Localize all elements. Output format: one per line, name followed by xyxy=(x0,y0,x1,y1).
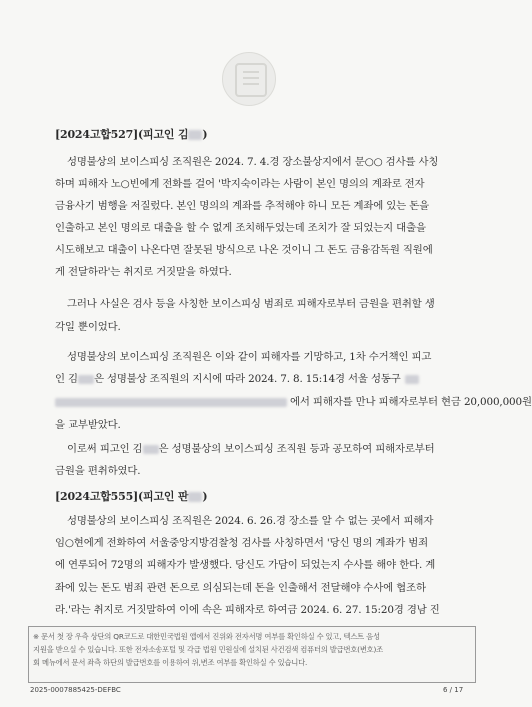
body-line xyxy=(55,370,419,385)
text-fragment: 은 성명불상 조직원의 지시에 따라 2024. 7. 8. 15:14경 서울 성동구 xyxy=(93,373,401,385)
notice-line: 회 메뉴에서 문서 좌측 하단의 발급번호를 이용하여 위,변조 여부를 확인하실 수 있습니다. xyxy=(33,658,308,667)
body-line: 각일 뿐이었다. xyxy=(55,321,121,333)
section-heading-2024-527 xyxy=(55,126,207,142)
text-fragment: 인 김 xyxy=(55,373,78,385)
body-line: 게 전달하라'는 취지로 거짓말을 하였다. xyxy=(55,266,232,278)
redacted-name xyxy=(78,375,94,384)
seal-emblem xyxy=(235,63,267,97)
heading-text: [2024고합527](피고인 김 xyxy=(55,128,189,141)
body-line xyxy=(55,393,532,408)
notice-line: 지원을 받으실 수 있습니다. 또한 전자소송포털 및 각급 법원 민원실에 설치된 사건검색 컴퓨터의 발급번호(변호)조 xyxy=(33,645,384,654)
notice-line: ※ 문서 첫 장 우측 상단의 QR코드로 대한민국법원 앱에서 진위와 전자서명 여부를 확인하실 수 있고, 텍스트 음성 xyxy=(33,632,380,641)
heading-close: ) xyxy=(202,490,208,503)
body-line: 인출하고 본인 명의로 대출을 할 수 없게 조치해두었는데 조치가 잘 되었는지 대출을 xyxy=(55,222,426,234)
redacted-address xyxy=(55,398,287,407)
page-number: 6 / 17 xyxy=(443,686,464,694)
body-line: 임○현에게 전화하여 서울중앙지방검찰청 검사를 사칭하면서 '당신 명의 계좌가 범죄 xyxy=(55,537,429,549)
body-line: 성명불상의 보이스피싱 조직원은 2024. 7. 4.경 장소불상지에서 문○○ 검사를 사칭 xyxy=(67,156,439,168)
body-line: 하며 피해자 노○빈에게 전화를 걸어 '박지숙이라는 사람이 본인 명의의 계좌로 전자 xyxy=(55,178,425,190)
redacted-name xyxy=(188,492,202,502)
body-line: 을 교부받았다. xyxy=(55,419,121,431)
body-line: 라.'라는 취지로 거짓말하여 이에 속은 피해자로 하여금 2024. 6. 27. 15:20경 경남 진 xyxy=(55,604,440,616)
text-fragment: 은 성명불상의 보이스피싱 조직원 등과 공모하여 피해자로부터 xyxy=(158,443,435,455)
text-fragment: 이로써 피고인 김 xyxy=(67,443,143,455)
heading-close: ) xyxy=(202,128,208,141)
issue-number: 2025-0007885425-DEFBC xyxy=(30,686,121,694)
body-line xyxy=(67,440,435,455)
section-heading-2024-555 xyxy=(55,488,207,504)
text-fragment: 에서 피해자를 만나 피해자로부터 현금 20,000,000원 xyxy=(290,396,532,408)
body-line: 그러나 사실은 검사 등을 사칭한 보이스피싱 범죄로 피해자로부터 금원을 편취할 생 xyxy=(67,298,435,310)
redacted-name xyxy=(188,130,202,140)
body-line: 에 연루되어 72명의 피해자가 발생했다. 당신도 가담이 되었는지 수사를 해야 한다. 계 xyxy=(55,559,436,571)
body-line: 금원을 편취하였다. xyxy=(55,465,141,477)
heading-text: [2024고합555](피고인 판 xyxy=(55,490,189,503)
body-line: 성명불상의 보이스피싱 조직원은 이와 같이 피해자를 기망하고, 1차 수거책인 피고 xyxy=(67,351,432,363)
court-seal-watermark xyxy=(222,52,276,106)
body-line: 금융사기 범행을 저질렀다. 본인 명의의 계좌를 추적해야 하니 모든 계좌에 있는 돈을 xyxy=(55,200,430,212)
body-line: 좌에 있는 돈도 범죄 관련 돈으로 의심되는데 돈을 인출해서 전달해야 수사에 협조하 xyxy=(55,582,426,594)
redacted-name xyxy=(143,445,159,454)
body-line: 성명불상의 보이스피싱 조직원은 2024. 6. 26.경 장소를 알 수 없는 곳에서 피해자 xyxy=(67,515,434,527)
body-line: 시도해보고 대출이 나온다면 잘못된 방식으로 나온 것이니 그 돈도 금융감독원 직원에 xyxy=(55,244,433,256)
redacted-address xyxy=(405,375,419,384)
